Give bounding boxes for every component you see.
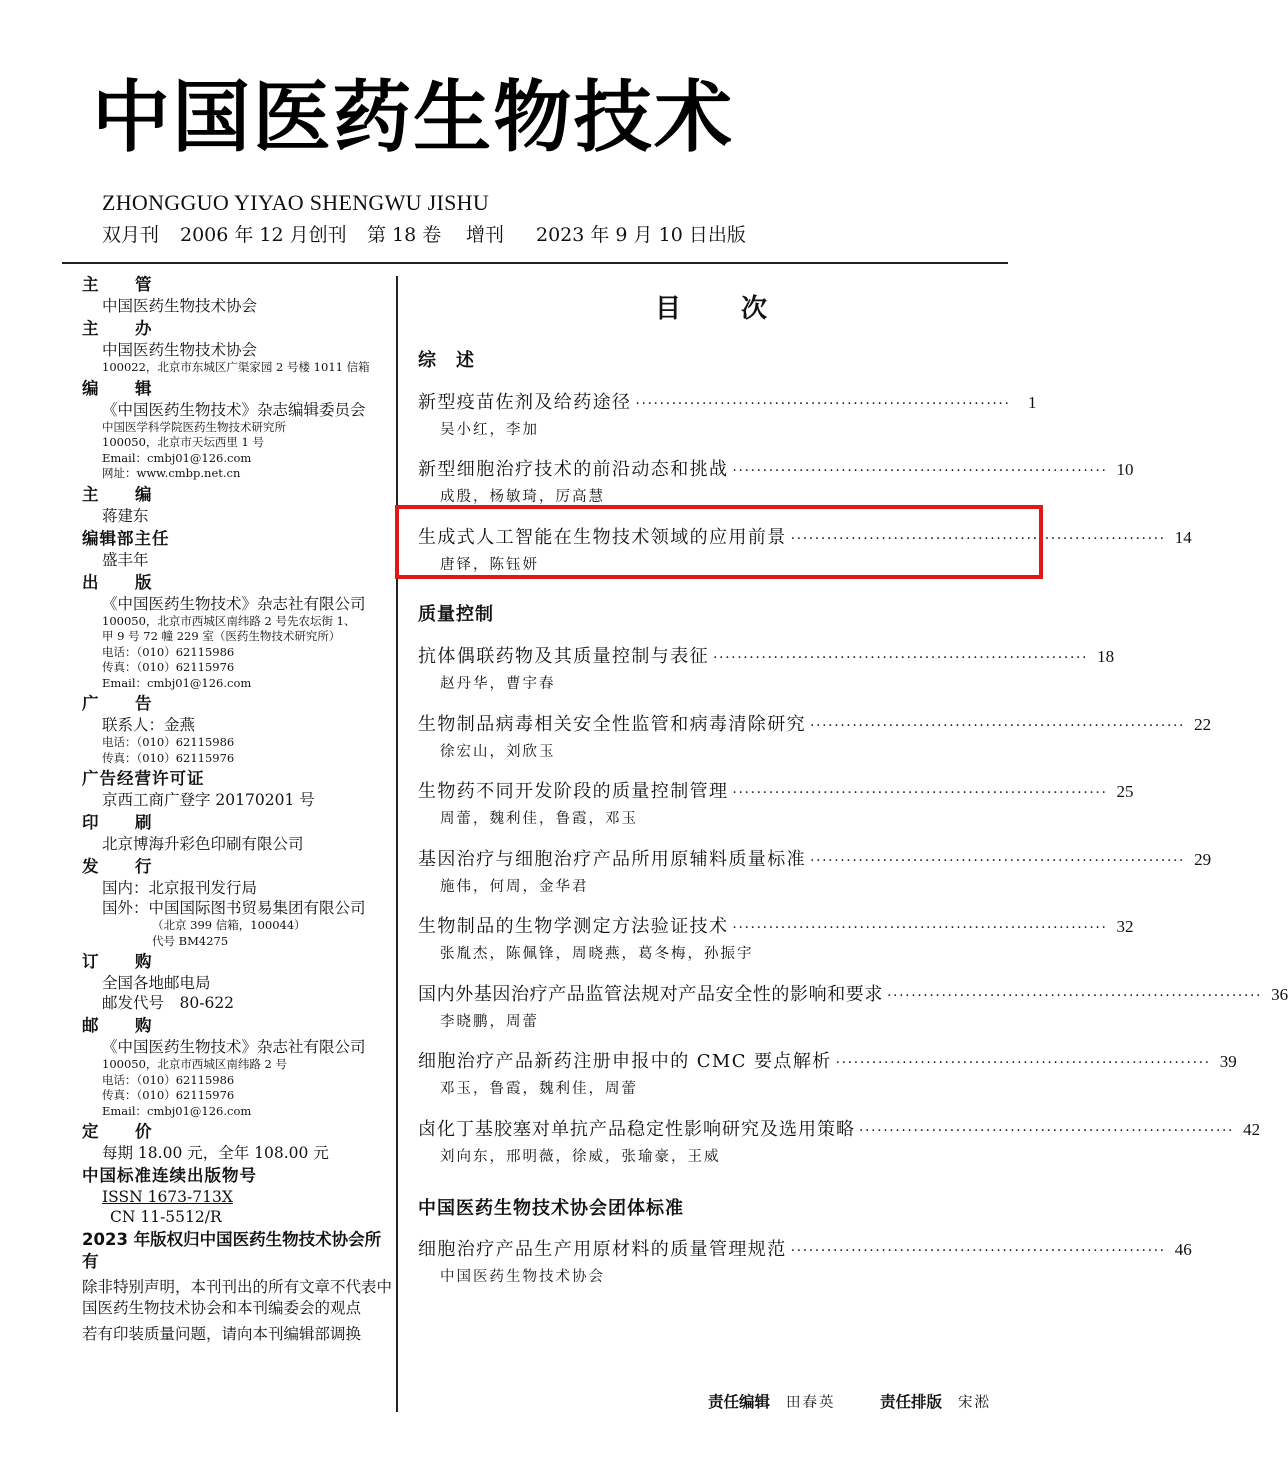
toc-entry[interactable] <box>418 642 1115 693</box>
publication-info <box>102 218 802 246</box>
entry-title: 卤化丁基胶塞对单抗产品稳定性影响研究及选用策略 <box>418 1119 855 1140</box>
title-char: 国 <box>172 72 251 163</box>
leader-dots: ······························································ <box>835 1055 1211 1071</box>
editing-name: 《中国医药生物技术》杂志编辑委员会 <box>102 400 366 419</box>
price-heading: 定 价 <box>82 1122 162 1141</box>
license: 京西工商广登字 20170201 号 <box>102 791 315 809</box>
print-issue-notice: 若有印装质量问题，请向本刊编辑部调换 <box>82 1325 362 1343</box>
advertising-fax: 传真：（010）62115976 <box>102 750 235 765</box>
entry-authors: 周蕾，魏利佳，鲁霞，邓玉 <box>440 811 638 827</box>
advertising-heading: 广 告 <box>82 694 162 713</box>
journal-title <box>92 70 732 166</box>
entry-page: 14 <box>1174 528 1192 547</box>
publisher-heading: 出 版 <box>82 572 162 592</box>
leader-dots: ······························································ <box>887 988 1263 1004</box>
entry-authors: 李晓鹏，周蕾 <box>440 1014 539 1030</box>
title-char: 中 <box>92 72 171 163</box>
entry-title: 生物制品病毒相关安全性监管和病毒清除研究 <box>418 714 806 735</box>
publisher-name: 《中国医药生物技术》杂志社有限公司 <box>102 594 366 613</box>
toc-entry[interactable] <box>418 1235 1192 1286</box>
imprint-column <box>82 274 392 1347</box>
printing-heading: 印 刷 <box>82 813 162 832</box>
leader-dots: ······························································ <box>732 920 1108 936</box>
layout-name: 宋淞 <box>958 1395 992 1411</box>
leader-dots: ······························································ <box>732 785 1108 801</box>
printing: 北京博海升彩色印刷有限公司 <box>102 835 304 853</box>
leader-dots: ······························································ <box>810 718 1186 734</box>
mail-order-phone: 电话：（010）62115986 <box>102 1072 235 1087</box>
advertising-contact: 联系人：金燕 <box>102 716 196 734</box>
journal-pinyin: ZHONGGUO YIYAO SHENGWU JISHU <box>102 190 490 215</box>
title-char: 医 <box>252 72 331 163</box>
entry-authors: 中国医药生物技术协会 <box>440 1269 605 1285</box>
entry-page: 42 <box>1243 1120 1261 1139</box>
publisher-line: 甲 9 号 72 幢 229 室（医药生物技术研究所） <box>102 629 341 643</box>
editing-email: Email：cmbj01@126.com <box>102 450 252 465</box>
toc-title: 目次 <box>655 294 828 324</box>
subscribe-code: 邮发代号 80-622 <box>102 994 235 1012</box>
issn: ISSN 1673-713X <box>102 1188 233 1206</box>
director-heading: 编辑部主任 <box>82 528 170 548</box>
entry-authors: 张胤杰，陈佩锋，周晓燕，葛冬梅，孙振宇 <box>440 946 754 962</box>
leader-dots: ······························································ <box>790 1243 1166 1259</box>
editing-heading: 编 辑 <box>82 378 162 398</box>
subscribe-line: 全国各地邮电局 <box>102 974 211 992</box>
title-char: 技 <box>573 72 652 163</box>
leader-dots: ······························································ <box>713 650 1089 666</box>
entry-title: 生成式人工智能在生物技术领域的应用前景 <box>418 527 787 548</box>
entry-page: 10 <box>1116 460 1134 479</box>
subscribe-heading: 订 购 <box>82 952 162 971</box>
title-char: 术 <box>653 72 732 163</box>
mail-order-fax: 传真：（010）62115976 <box>102 1088 235 1102</box>
entry-title: 生物药不同开发阶段的质量控制管理 <box>418 781 729 802</box>
publish-date: 2023 年 9 月 10 日出版 <box>536 224 746 246</box>
advertising-phone: 电话：（010）62115986 <box>102 735 235 749</box>
disclaimer: 除非特别声明，本刊刊出的所有文章不代表中国医药生物技术协会和本刊编委会的观点 <box>82 1278 393 1317</box>
distribution-line: （北京 399 信箱，100044） <box>152 918 306 932</box>
entry-title: 新型细胞治疗技术的前沿动态和挑战 <box>418 459 729 480</box>
entry-title: 国内外基因治疗产品监管法规对产品安全性的影响和要求 <box>418 984 883 1005</box>
leader-dots: ······························································ <box>859 1123 1235 1139</box>
editing-line: 100050，北京市天坛西里 1 号 <box>102 435 265 449</box>
frequency: 双月刊 <box>102 224 160 246</box>
mail-order-line: 100050，北京市西城区南纬路 2 号 <box>102 1057 288 1071</box>
responsible-editor <box>708 1390 836 1412</box>
editor-name: 田春英 <box>786 1395 836 1411</box>
volume: 第 18 卷 <box>367 224 442 246</box>
toc-entry[interactable] <box>418 710 1212 761</box>
entry-authors: 唐铎，陈钰妍 <box>440 557 539 573</box>
entry-authors: 施伟，何周，金华君 <box>440 879 589 895</box>
category-group-standard: 中国医药生物技术协会团体标准 <box>418 1198 684 1219</box>
toc-entry[interactable] <box>418 1047 1237 1098</box>
entry-page: 22 <box>1194 715 1212 734</box>
column-divider <box>396 276 398 1412</box>
category-review: 综 述 <box>418 350 475 371</box>
entry-page: 32 <box>1116 917 1134 936</box>
toc-entry[interactable] <box>418 455 1134 506</box>
mail-order-name: 《中国医药生物技术》杂志社有限公司 <box>102 1038 366 1056</box>
title-char: 生 <box>413 72 492 163</box>
mail-order-heading: 邮 购 <box>82 1016 162 1035</box>
price: 每期 18.00 元，全年 108.00 元 <box>102 1144 329 1162</box>
entry-page: 39 <box>1219 1052 1237 1071</box>
founded: 2006 年 12 月创刊 <box>180 224 347 246</box>
leader-dots: ······························································ <box>635 396 1011 412</box>
entry-page: 25 <box>1116 782 1134 801</box>
toc-entry[interactable] <box>418 1115 1261 1166</box>
entry-title: 新型疫苗佐剂及给药途径 <box>418 392 632 413</box>
editing-line: 中国医学科学院医药生物技术研究所 <box>102 419 286 434</box>
category-quality-control: 质量控制 <box>418 604 494 625</box>
issue: 增刊 <box>466 224 505 246</box>
director: 盛丰年 <box>102 550 149 569</box>
layout-label: 责任排版 <box>880 1393 943 1411</box>
chief-editor: 蒋建东 <box>102 506 149 525</box>
distribution-foreign: 国外：中国国际图书贸易集团有限公司 <box>102 899 366 917</box>
responsible-layout <box>880 1390 991 1412</box>
entry-page: 29 <box>1194 850 1212 869</box>
entry-title: 抗体偶联药物及其质量控制与表征 <box>418 646 709 667</box>
mail-order-email: Email：cmbj01@126.com <box>102 1103 252 1118</box>
toc-entry[interactable] <box>418 777 1134 828</box>
entry-title: 基因治疗与细胞治疗产品所用原辅料质量标准 <box>418 849 806 870</box>
publisher-fax: 传真：（010）62115976 <box>102 660 235 674</box>
entry-title: 细胞治疗产品生产用原材料的质量管理规范 <box>418 1239 787 1260</box>
entry-page: 18 <box>1097 647 1115 666</box>
distribution-domestic: 国内：北京报刊发行局 <box>102 879 258 897</box>
toc-entry[interactable] <box>418 388 1037 439</box>
distribution-heading: 发 行 <box>82 857 162 876</box>
entry-page: 36 <box>1271 985 1288 1004</box>
cn-number: CN 11-5512/R <box>110 1208 222 1226</box>
top-rule <box>62 262 1008 264</box>
toc-entry[interactable] <box>418 980 1288 1031</box>
entry-page: 46 <box>1174 1240 1192 1259</box>
entry-authors: 赵丹华，曹宇春 <box>440 676 556 692</box>
publisher-line: 100050，北京市西城区南纬路 2 号先农坛街 1、 <box>102 613 356 628</box>
editing-website: 网址：www.cmbp.net.cn <box>102 466 241 480</box>
toc-entry[interactable] <box>418 912 1134 963</box>
serial-heading: 中国标准连续出版物号 <box>82 1166 257 1185</box>
title-char: 药 <box>332 72 411 163</box>
leader-dots: ······························································ <box>732 463 1108 479</box>
supervisor-heading: 主 管 <box>82 275 162 294</box>
distribution-code: 代号 BM4275 <box>152 933 229 948</box>
sponsor-address: 100022，北京市东城区广渠家园 2 号楼 1011 信箱 <box>102 360 370 374</box>
supervisor: 中国医药生物技术协会 <box>102 297 258 315</box>
publisher-phone: 电话：（010）62115986 <box>102 644 235 659</box>
toc-entry[interactable] <box>418 845 1212 896</box>
leader-dots: ······························································ <box>810 853 1186 869</box>
leader-dots: ······························································ <box>790 531 1166 547</box>
entry-authors: 成殷，杨敏琦，厉高慧 <box>440 489 605 505</box>
entry-authors: 徐宏山，刘欣玉 <box>440 744 556 760</box>
sponsor: 中国医药生物技术协会 <box>102 341 258 359</box>
editor-label: 责任编辑 <box>708 1393 771 1411</box>
entry-title: 细胞治疗产品新药注册申报中的 CMC 要点解析 <box>418 1051 832 1072</box>
title-char: 物 <box>493 72 572 163</box>
entry-authors: 邓玉，鲁霞，魏利佳，周蕾 <box>440 1081 638 1097</box>
chief-editor-heading: 主 编 <box>82 484 162 504</box>
sponsor-heading: 主 办 <box>82 319 162 338</box>
entry-page: 1 <box>1028 393 1037 412</box>
entry-authors: 刘向东，邢明薇，徐威，张瑜豪，王威 <box>440 1149 721 1165</box>
entry-authors: 吴小红，李加 <box>440 422 539 438</box>
highlight-box <box>395 505 1043 579</box>
copyright: 2023 年版权归中国医药生物技术协会所有 <box>82 1230 382 1271</box>
entry-title: 生物制品的生物学测定方法验证技术 <box>418 916 729 937</box>
license-heading: 广告经营许可证 <box>82 769 205 788</box>
publisher-email: Email：cmbj01@126.com <box>102 675 252 690</box>
